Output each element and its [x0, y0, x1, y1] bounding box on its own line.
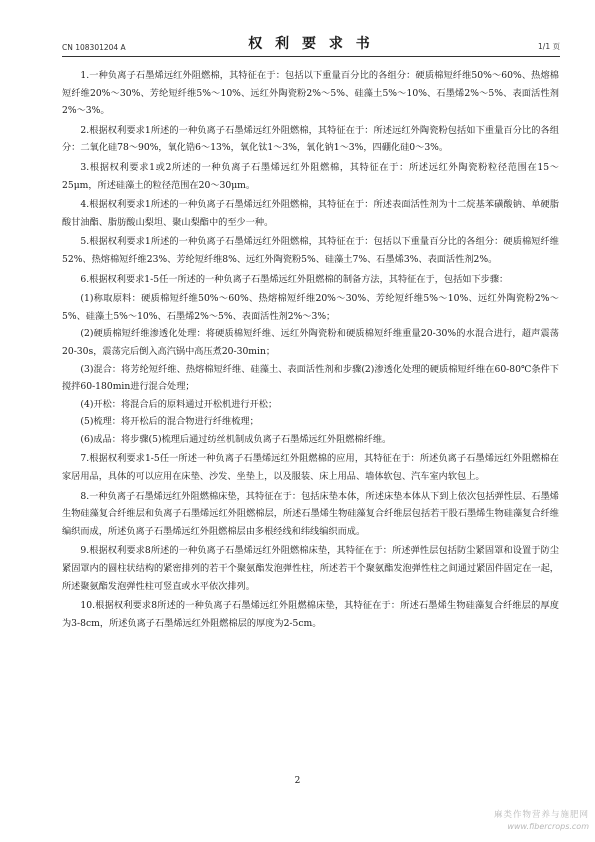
claim-1: 1.一种负离子石墨烯远红外阻燃棉，其特征在于：包括以下重量百分比的各组分：硬质棉短纤维50%～60%、热熔棉短纤维20%～30%、芳纶短纤维5%～10%、远红外陶瓷粉2%～5%、硅藻土5%～10%、石墨烯2%～5%、表面活性剂2%～3%。	[62, 70, 559, 117]
document-title: 权 利 要 求 书	[248, 36, 374, 52]
claim-7: 7.根据权利要求1-5任一所述一种负离子石墨烯远红外阻燃棉的应用，其特征在于：所述负离子石墨烯远红外阻燃棉在家居用品，具体的可以应用在床垫、沙发、坐垫上，以及服装、床上用品、墙体软包、汽车室内软包上。	[62, 453, 559, 483]
claim-8: 8.一种负离子石墨烯远红外阻燃棉床垫，其特征在于：包括床垫本体，所述床垫本体从下到上依次包括弹性层、石墨烯生物硅藻复合纤维层和负离子石墨烯远红外阻燃棉层，所述石墨烯生物硅藻复合纤维层包括若干股石墨烯生物硅藻复合纤维编织而成，所述负离子石墨烯远红外阻燃棉层由多根经线和纬线编织而成。	[62, 490, 559, 537]
claim-6: 6.根据权利要求1-5任一所述的一种负离子石墨烯远红外阻燃棉的制备方法，其特征在于，包括如下步骤：	[80, 273, 509, 285]
claim-6-step-5: (5)梳理：将开松后的混合物进行纤维梳理；	[80, 416, 259, 428]
page-indicator: 1/1 页	[538, 42, 560, 51]
watermark-url: www.fibercrops.com	[507, 822, 589, 831]
claims-body	[62, 67, 559, 634]
claim-3: 3.根据权利要求1或2所述的一种负离子石墨烯远红外阻燃棉，其特征在于：所述远红外陶瓷粉粒径范围在15～25μm，所述硅藻土的粒径范围在20～30μm。	[62, 161, 559, 191]
publication-number: CN 108301204 A	[62, 43, 126, 52]
claim-5: 5.根据权利要求1所述的一种负离子石墨烯远红外阻燃棉，其特征在于：包括以下重量百分比的各组分：硬质棉短纤维52%、热熔棉短纤维23%、芳纶短纤维8%、远红外陶瓷粉5%、硅藻土7%、石墨烯3%、表面活性剂2%。	[62, 236, 559, 265]
claim-4: 4.根据权利要求1所述的一种负离子石墨烯远红外阻燃棉，其特征在于：所述表面活性剂为十二烷基苯磺酸钠、单硬脂酸甘油酯、脂肪酸山梨坦、聚山梨酯中的至少一种。	[62, 199, 559, 228]
claim-2: 2.根据权利要求1所述的一种负离子石墨烯远红外阻燃棉，其特征在于：所述远红外陶瓷粉包括如下重量百分比的各组分：二氧化硅78～90%，氧化锆6～13%，氧化钛1～3%，氧化钠1～3%，四硼化硅0～3%。	[62, 124, 559, 154]
claim-10: 10.根据权利要求8所述的一种负离子石墨烯远红外阻燃棉床垫，其特征在于：所述石墨烯生物硅藻复合纤维层的厚度为3-8cm，所述负离子石墨烯远红外阻燃棉层的厚度为2-5cm。	[62, 600, 559, 629]
claim-6-step-6: (6)成品：将步骤(5)梳理后通过纺丝机制成负离子石墨烯远红外阻燃棉纤维。	[80, 433, 392, 445]
claim-9: 9.根据权利要求8所述的一种负离子石墨烯远红外阻燃棉床垫，其特征在于：所述弹性层包括防尘紧固罩和设置于防尘紧固罩内的圆柱状结构的紧密排列的若干个聚氨酯发泡弹性柱，所述若干个聚氨酯发泡弹性柱之间通过紧固件固定在一起，所述聚氨酯发泡弹性柱可竖直或水平依次排列。	[62, 545, 559, 592]
watermark-name: 麻类作物营养与施肥网	[493, 810, 589, 820]
page-header	[62, 30, 560, 57]
page-number: 2	[294, 776, 301, 786]
claim-6-step-1: (1)称取原料：硬质棉短纤维50%～60%、热熔棉短纤维20%～30%、芳纶短纤维5%～10%、远红外陶瓷粉2%～5%、硅藻土5%～10%、石墨烯2%～5%、表面活性剂2%～3%；	[62, 293, 559, 322]
watermark	[494, 810, 589, 832]
claim-6-step-3: (3)混合：将芳纶短纤维、热熔棉短纤维、硅藻土、表面活性剂和步骤(2)渗透化处理的硬质棉短纤维在60-80℃条件下搅拌60-180min进行混合处理；	[62, 363, 559, 393]
claim-6-step-4: (4)开松：将混合后的原料通过开松机进行开松；	[80, 398, 278, 410]
claim-6-step-2: (2)硬质棉短纤维渗透化处理：将硬质棉短纤维、远红外陶瓷粉和硬质棉短纤维重量20-30%的水混合进行，超声震荡20-30s，震荡完后倒入高汽锅中高压煮20-30min；	[62, 328, 559, 357]
